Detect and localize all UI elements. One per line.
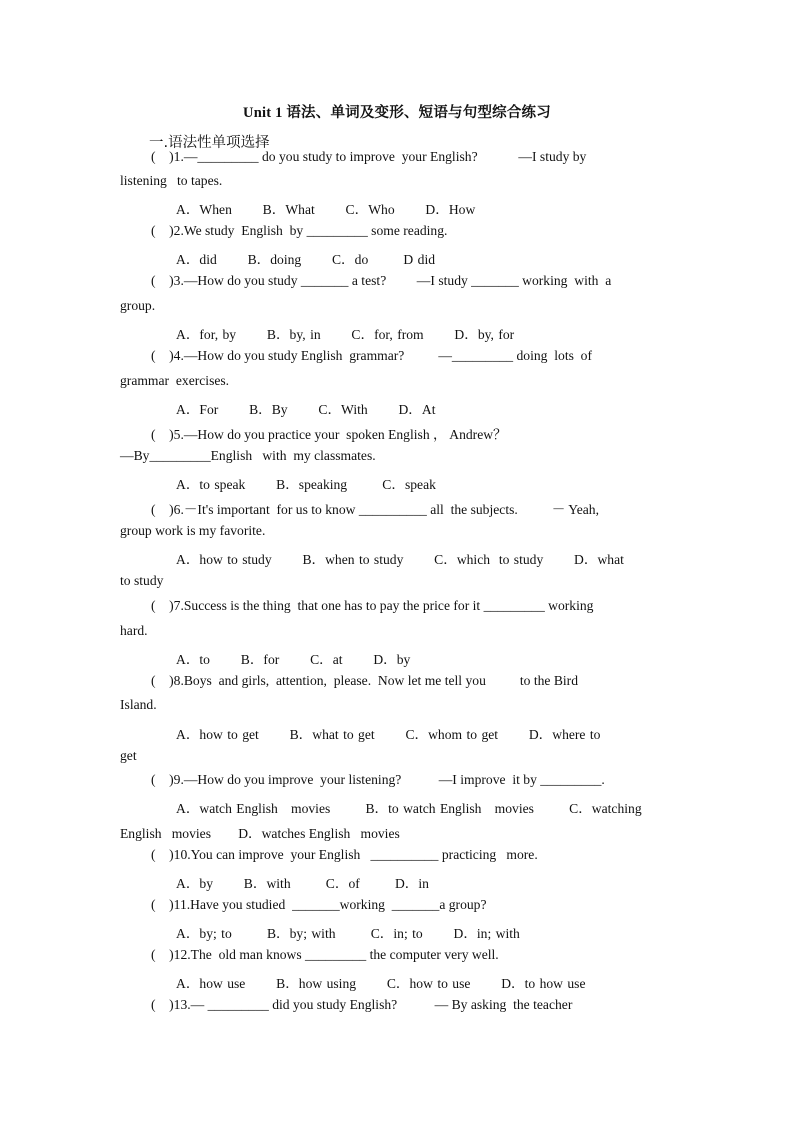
question-line: ( )13.— _________ did you study English? — By asking the teacher [151,997,573,1012]
answer-options: A．how to get B．what to get C．whom to get D．where to [176,727,601,742]
question-line: ( )10.You can improve your English __________ practicing more. [151,847,538,862]
question-continuation: Island. [120,697,157,712]
question-line: ( )5.—How do you practice your spoken English ， Andrew？ [151,427,507,442]
answer-options: A．by; to B．by; with C．in; to D．in; with [176,926,520,941]
question-line: ( )6.－It's important for us to know __________ all the subjects. － Yeah, [151,502,599,517]
question-continuation: group. [120,298,156,313]
question-line: ( )9.—How do you improve your listening? —I improve it by _________. [151,772,605,787]
answer-options: A．to B．for C．at D．by [176,652,411,667]
question-continuation: —By_________English with my classmates. [120,448,376,463]
answer-options: A．watch English movies B．to watch English movies C．watching [176,801,642,816]
question-continuation: listening to tapes. [120,173,223,188]
answer-options: A．did B．doing C．do D did [176,252,436,267]
answer-options: A．When B．What C．Who D．How [176,202,476,217]
page-title [0,101,794,122]
question-line: ( )8.Boys and girls, attention, please. Now let me tell you to the Bird [151,673,579,688]
section-heading: 一.语法性单项选择 [149,135,270,151]
question-continuation: English movies D．watches English movies [120,826,400,841]
answer-options: A．For B．By C．With D．At [176,402,436,417]
question-line: ( )11.Have you studied _______working _______a group? [151,897,487,912]
question-line: ( )7.Success is the thing that one has to pay the price for it _________ working [151,598,594,613]
answer-options: A．to speak B．speaking C．speak [176,477,436,492]
question-line: ( )4.—How do you study English grammar? —_________ doing lots of [151,348,593,363]
question-continuation: group work is my favorite. [120,523,266,538]
question-line: ( )2.We study English by _________ some reading. [151,223,448,238]
title-text: Unit 1 语法、单词及变形、短语与句型综合练习 [243,105,551,121]
answer-options: A．how to study B．when to study C．which to study D．what [176,552,624,567]
question-line: ( )1.—_________ do you study to improve your English? —I study by [151,149,587,164]
question-continuation: hard. [120,623,148,638]
answer-options: A．how use B．how using C．how to use D．to how use [176,976,586,991]
question-continuation: get [120,748,137,763]
question-line: ( )12.The old man knows _________ the computer very well. [151,947,499,962]
question-line: ( )3.—How do you study _______ a test? —I study _______ working with a [151,273,612,288]
answer-options: A．by B．with C．of D．in [176,876,429,891]
question-continuation: grammar exercises. [120,373,230,388]
answer-options: A．for, by B．by, in C．for, from D．by, for [176,327,515,342]
question-continuation: to study [120,573,164,588]
